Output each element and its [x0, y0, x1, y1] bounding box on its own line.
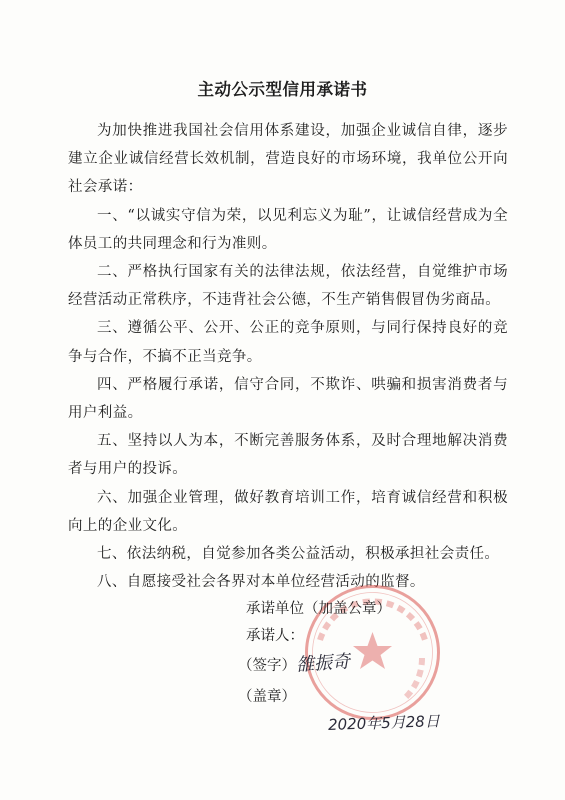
handwritten-date: 2020年5月28日 — [327, 712, 441, 734]
promise-unit-label: 承诺单位（加盖公章） — [246, 601, 391, 617]
paragraph-8: 八、自愿接受社会各界对本单位经营活动的监督。 — [97, 574, 425, 591]
paragraph-2: 二、严格执行国家有关的法律法规，依法经营，自觉维护市场经营活动正常秩序，不违背社会公德，不生产销售假冒伪劣商品。 — [68, 264, 508, 309]
document-body — [68, 117, 508, 596]
paragraph-intro: 为加快推进我国社会信用体系建设，加强企业诚信自律，逐步建立企业诚信经营长效机制，营造良好的市场环境，我单位公开向社会承诺： — [68, 123, 508, 196]
paragraph-7: 七、依法纳税，自觉参加各类公益活动，积极承担社会责任。 — [97, 546, 500, 563]
paragraph-5: 五、坚持以人为本，不断完善服务体系，及时合理地解决消费者与用户的投诉。 — [68, 433, 508, 478]
paragraph-3: 三、遵循公平、公开、公正的竞争原则，与同行保持良好的竞争与合作，不搞不正当竞争。 — [68, 320, 508, 365]
document-title: 主动公示型信用承诺书 — [197, 80, 368, 99]
promisor-label: 承诺人： — [246, 628, 304, 644]
seal-label: （盖章） — [238, 689, 296, 705]
handwritten-signature: 雒振奇 — [295, 651, 351, 676]
paragraph-1: 一、“以诚实守信为荣，以见利忘义为耻”，让诚信经营成为全体员工的共同理念和行为准则。 — [68, 207, 508, 252]
sign-label: （签字） — [238, 658, 296, 674]
paragraph-4: 四、严格履行承诺，信守合同，不欺诈、哄骗和损害消费者与用户利益。 — [68, 376, 508, 422]
paragraph-6: 六、加强企业管理，做好教育培训工作，培育诚信经营和积极向上的企业文化。 — [68, 489, 508, 534]
